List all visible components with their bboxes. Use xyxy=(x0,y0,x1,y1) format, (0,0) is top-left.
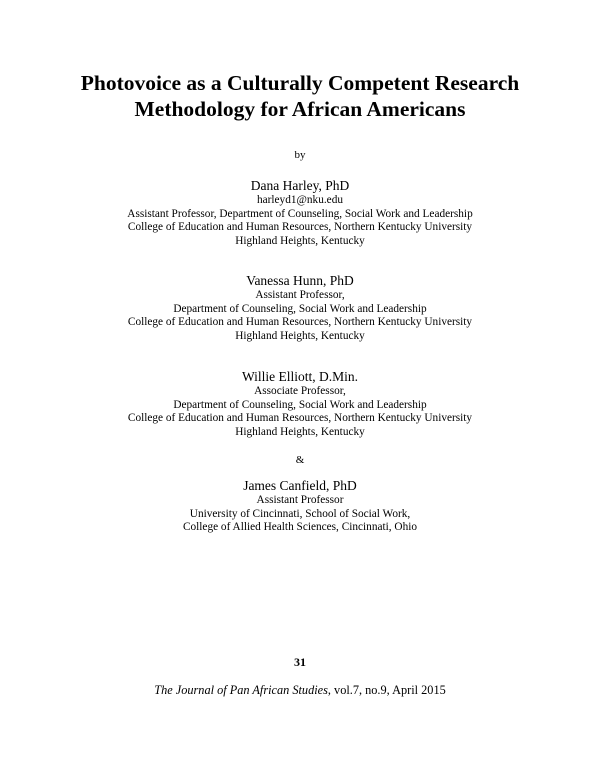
author-block-hunn xyxy=(0,272,600,343)
author-department: Department of Counseling, Social Work and Leadership xyxy=(173,398,427,411)
paper-title xyxy=(40,70,560,122)
title-line-2: Methodology for African Americans xyxy=(134,97,466,121)
byline: by xyxy=(294,149,306,161)
author-block-harley xyxy=(0,177,600,248)
author-department: Department of Counseling, Social Work and Leadership xyxy=(173,302,427,315)
author-position: Assistant Professor xyxy=(256,494,344,506)
author-ampersand: & xyxy=(295,454,305,466)
title-line-1: Photovoice as a Culturally Competent Research xyxy=(80,71,520,95)
author-location: Highland Heights, Kentucky xyxy=(235,425,365,438)
author-position: Associate Professor, xyxy=(254,385,346,397)
author-college: College of Allied Health Sciences, Cincinnati, Ohio xyxy=(182,521,418,534)
author-block-elliott xyxy=(0,368,600,439)
page-number: 31 xyxy=(294,655,306,669)
journal-citation xyxy=(0,683,600,698)
author-position: Assistant Professor, Department of Counseling, Social Work and Leadership xyxy=(127,207,473,220)
author-email: harleyd1@nku.edu xyxy=(256,194,343,206)
author-affiliation: College of Education and Human Resources, Northern Kentucky University xyxy=(127,412,473,425)
author-affiliation: University of Cincinnati, School of Social Work, xyxy=(189,507,411,520)
author-location: Highland Heights, Kentucky xyxy=(235,329,365,342)
author-affiliation: College of Education and Human Resources, Northern Kentucky University xyxy=(127,221,473,234)
author-affiliation: College of Education and Human Resources, Northern Kentucky University xyxy=(127,316,473,329)
journal-details: , vol.7, no.9, April 2015 xyxy=(327,683,446,697)
journal-name: The Journal of Pan African Studies xyxy=(154,683,328,697)
author-position: Assistant Professor, xyxy=(255,289,345,301)
author-location: Highland Heights, Kentucky xyxy=(235,234,365,247)
author-name: James Canfield, PhD xyxy=(243,478,357,493)
author-name: Dana Harley, PhD xyxy=(250,178,350,193)
author-block-canfield xyxy=(0,477,600,535)
author-name: Willie Elliott, D.Min. xyxy=(241,369,359,384)
author-name: Vanessa Hunn, PhD xyxy=(246,273,354,288)
